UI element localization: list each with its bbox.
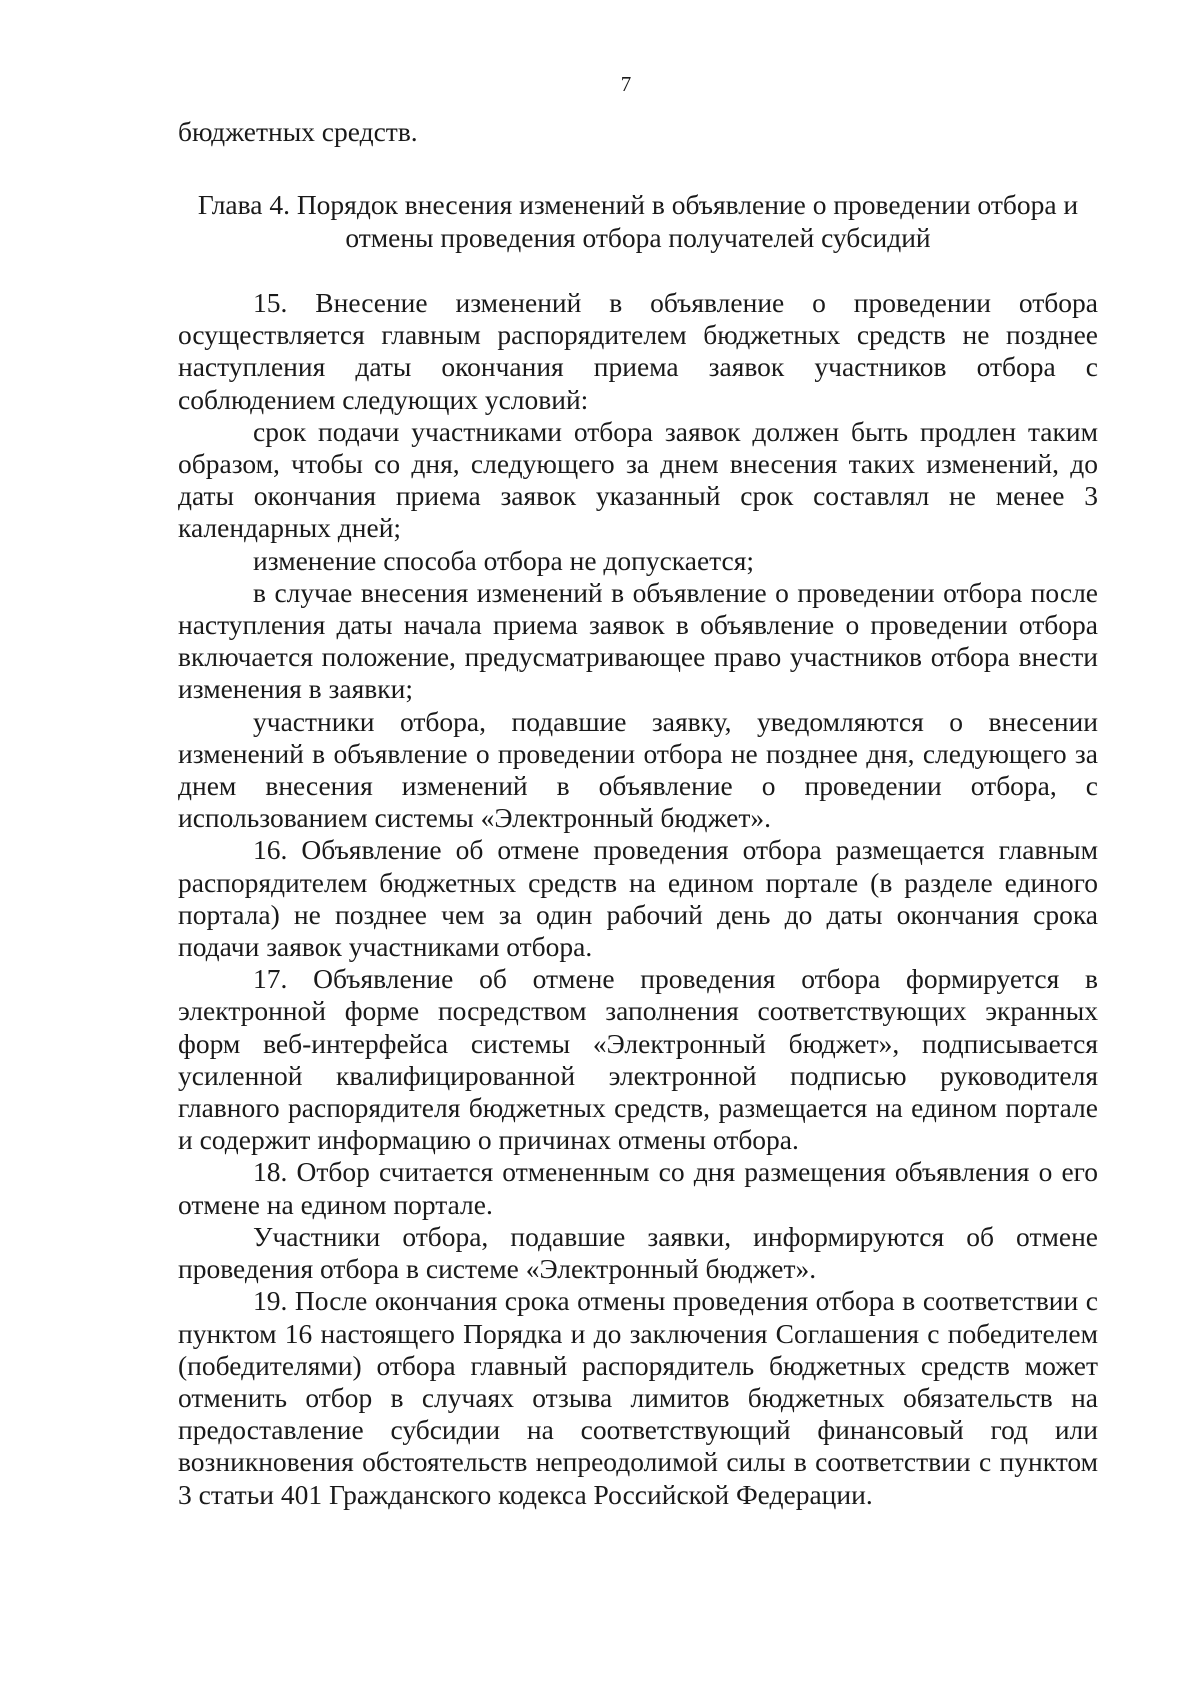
chapter-title-line-2: отмены проведения отбора получателей субсидий bbox=[345, 222, 931, 253]
paragraph-notification-condition: участники отбора, подавшие заявку, уведомляются о внесении изменений в объявление о проведении отбора не позднее дня, следующего за днем внесения изменений в объявление о проведении отбора, с использованием системы «Электронный бюджет». bbox=[178, 705, 1098, 834]
paragraph-amendment-condition: в случае внесения изменений в объявление о проведении отбора после наступления даты начала приема заявок в объявление о проведении отбора включается положение, предусматривающее право участников отбора внести изменения в заявки; bbox=[178, 576, 1098, 705]
paragraph-18-participants: Участники отбора, подавшие заявки, информируются об отмене проведения отбора в системе «Электронный бюджет». bbox=[178, 1220, 1098, 1285]
paragraph-17: 17. Объявление об отмене проведения отбора формируется в электронной форме посредством заполнения соответствующих экранных форм веб-интерфейса системы «Электронный бюджет», подписывается усиленной квалифицированной электронной подписью руководителя главного распорядителя бюджетных средств, размещается на едином портале и содержит информацию о причинах отмены отбора. bbox=[178, 963, 1098, 1156]
lead-fragment bbox=[178, 116, 1098, 148]
paragraph-deadline-condition: срок подачи участниками отбора заявок должен быть продлен таким образом, чтобы со дня, следующего за днем внесения таких изменений, до даты окончания приема заявок указанный срок составлял не менее 3 календарных дней; bbox=[178, 415, 1098, 544]
lead-fragment-text: бюджетных средств. bbox=[178, 116, 418, 147]
paragraph-16: 16. Объявление об отмене проведения отбора размещается главным распорядителем бюджетных средств на едином портале (в разделе единого портала) не позднее чем за один рабочий день до даты окончания срока подачи заявок участниками отбора. bbox=[178, 834, 1098, 963]
paragraph-19: 19. После окончания срока отмены проведения отбора в соответствии с пунктом 16 настоящего Порядка и до заключения Соглашения с победителем (победителями) отбора главный распорядитель бюджетных средств может отменить отбор в случаях отзыва лимитов бюджетных обязательств на предоставление субсидии на соответствующий финансовый год или возникновения обстоятельств непреодолимой силы в соответствии с пунктом 3 статьи 401 Гражданского кодекса Российской Федерации. bbox=[178, 1285, 1098, 1510]
chapter-title-line-1: Глава 4. Порядок внесения изменений в объявление о проведении отбора и bbox=[197, 189, 1079, 220]
chapter-title bbox=[178, 188, 1098, 254]
paragraph-18: 18. Отбор считается отмененным со дня размещения объявления о его отмене на едином портале. bbox=[178, 1156, 1098, 1220]
paragraph-15: 15. Внесение изменений в объявление о проведении отбора осуществляется главным распорядителем бюджетных средств не позднее наступления даты окончания приема заявок участников отбора с соблюдением следующих условий: bbox=[178, 287, 1098, 415]
page-number: 7 bbox=[620, 72, 632, 96]
paragraph-method-condition: изменение способа отбора не допускается; bbox=[253, 544, 755, 576]
body-text bbox=[178, 287, 1098, 1511]
